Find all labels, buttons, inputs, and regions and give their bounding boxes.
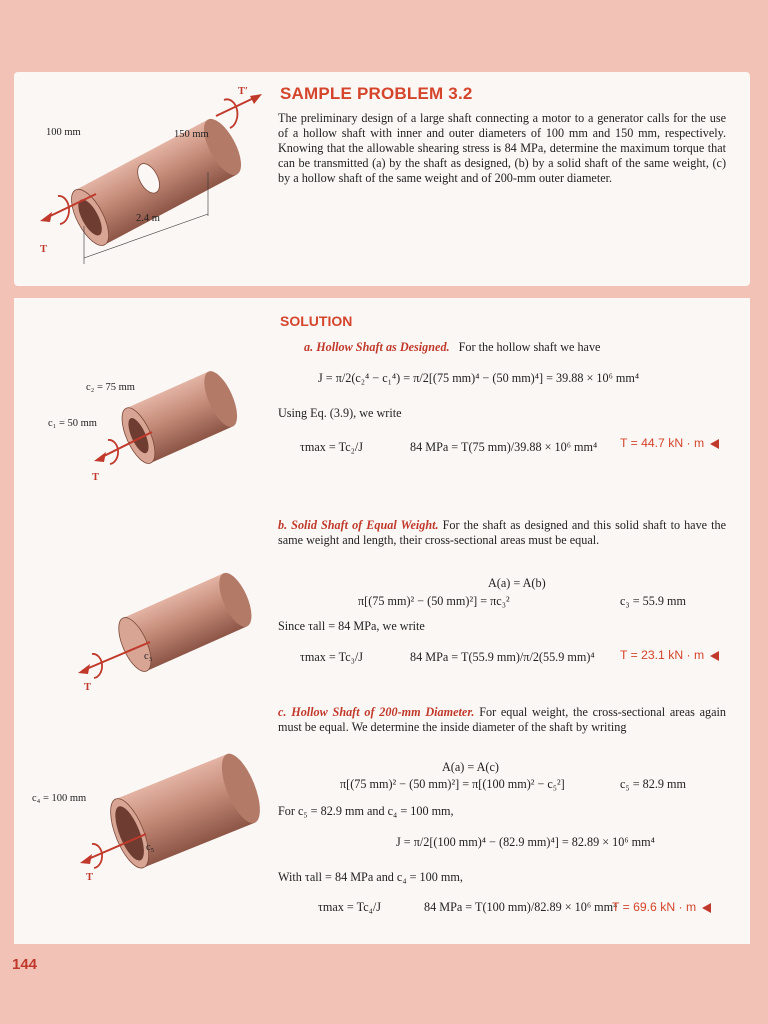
- part-c-tau-equation: τmax = Tc₄/J: [318, 900, 382, 914]
- part-c-J-equation: J = π/2[(100 mm)⁴ − (82.9 mm)⁴] = 82.89 × 10⁶ mm⁴: [396, 835, 655, 849]
- c5-result: c₅ = 82.9 mm: [620, 777, 686, 791]
- torque-label-right: T′: [238, 86, 248, 97]
- page-number: 144: [12, 956, 38, 973]
- part-b-intro: For the shaft as designed and this solid shaft to have the same weight and length, their cross-sectional areas must be equal.: [278, 518, 727, 547]
- part-b-answer: T = 23.1 kN · m: [620, 648, 705, 662]
- inner-diameter-label: 100 mm: [46, 127, 81, 138]
- part-b-substitution: 84 MPa = T(55.9 mm)/π/2(55.9 mm)⁴: [410, 650, 595, 664]
- part-b-shaft-figure: [70, 570, 270, 700]
- part-c-with: With τall = 84 MPa and c₄ = 100 mm,: [278, 870, 463, 884]
- outer-diameter-label: 150 mm: [174, 129, 209, 140]
- c5-label: c₅: [146, 842, 155, 853]
- part-a-J-equation: J = π/2(c₂⁴ − c₁⁴) = π/2[(75 mm)⁴ − (50 mm)⁴] = 39.88 × 10⁶ mm⁴: [318, 371, 640, 385]
- length-label: 2.4 m: [136, 213, 160, 224]
- part-c-for: For c₅ = 82.9 mm and c₄ = 100 mm,: [278, 804, 454, 818]
- part-c-heading: c. Hollow Shaft of 200-mm Diameter.: [278, 705, 475, 719]
- part-b-heading: b. Solid Shaft of Equal Weight.: [278, 518, 439, 532]
- part-c-torque-label: T: [86, 872, 94, 883]
- problem-statement: The preliminary design of a large shaft connecting a motor to a generator calls for the use of a hollow shaft with inner and outer diameters of 100 mm and 150 mm, respectively. Knowing that the allowable shearing stress is 84 MPa, determine the maximum torque that can be transmitted (a) by the shaft as designed, (b) by a solid shaft of the same weight, (c) by a hollow shaft of the same weight and of 200-mm outer diameter.: [278, 111, 726, 185]
- answer-marker-icon: [702, 903, 711, 913]
- part-b-area-equation: A(a) = A(b): [488, 576, 546, 590]
- c3-label: c₃: [144, 651, 153, 662]
- part-a-shaft-figure: [94, 362, 254, 482]
- part-a-substitution: 84 MPa = T(75 mm)/39.88 × 10⁶ mm⁴: [410, 440, 598, 454]
- part-b-tau-equation: τmax = Tc₃/J: [300, 650, 364, 664]
- part-c-substitution: 84 MPa = T(100 mm)/82.89 × 10⁶ mm⁴: [424, 900, 618, 914]
- part-a-using: Using Eq. (3.9), we write: [278, 406, 402, 420]
- part-b-since: Since τall = 84 MPa, we write: [278, 619, 425, 633]
- part-a-torque-label: T: [92, 472, 100, 483]
- part-b-answer-row: [620, 648, 719, 662]
- c1-label: c₁ = 50 mm: [48, 418, 97, 429]
- part-a-intro: For the hollow shaft we have: [458, 340, 601, 354]
- part-c-area-equation-2: π[(75 mm)² − (50 mm)²] = π[(100 mm)² − c₅²]: [340, 777, 565, 791]
- part-a-answer: T = 44.7 kN · m: [620, 436, 705, 450]
- problem-title: SAMPLE PROBLEM 3.2: [280, 84, 473, 103]
- part-c-area-equation: A(a) = A(c): [442, 760, 499, 774]
- c4-label: c₄ = 100 mm: [32, 793, 87, 804]
- hollow-shaft-figure: [40, 86, 270, 276]
- part-c-shaft-figure: [76, 750, 276, 890]
- torque-label-left: T: [40, 244, 48, 255]
- c2-label: c₂ = 75 mm: [86, 382, 135, 393]
- answer-marker-icon: [710, 439, 719, 449]
- part-a-heading: a. Hollow Shaft as Designed.: [304, 340, 450, 354]
- part-c-intro: For equal weight, the cross-sectional areas again must be equal. We determine the inside diameter of the shaft by writing: [278, 705, 727, 734]
- part-a-line: [304, 340, 600, 355]
- part-b-torque-label: T: [84, 682, 92, 693]
- part-c-answer: T = 69.6 kN · m: [612, 900, 697, 914]
- part-a-tau-equation: τmax = Tc₂/J: [300, 440, 364, 454]
- solution-title: SOLUTION: [280, 313, 353, 329]
- part-c-paragraph: [278, 705, 726, 735]
- part-b-area-equation-2: π[(75 mm)² − (50 mm)²] = πc₃²: [358, 594, 510, 608]
- part-a-answer-row: [620, 436, 719, 450]
- part-b-paragraph: [278, 518, 726, 548]
- c3-result: c₃ = 55.9 mm: [620, 594, 686, 608]
- answer-marker-icon: [710, 651, 719, 661]
- part-c-answer-row: [612, 900, 711, 914]
